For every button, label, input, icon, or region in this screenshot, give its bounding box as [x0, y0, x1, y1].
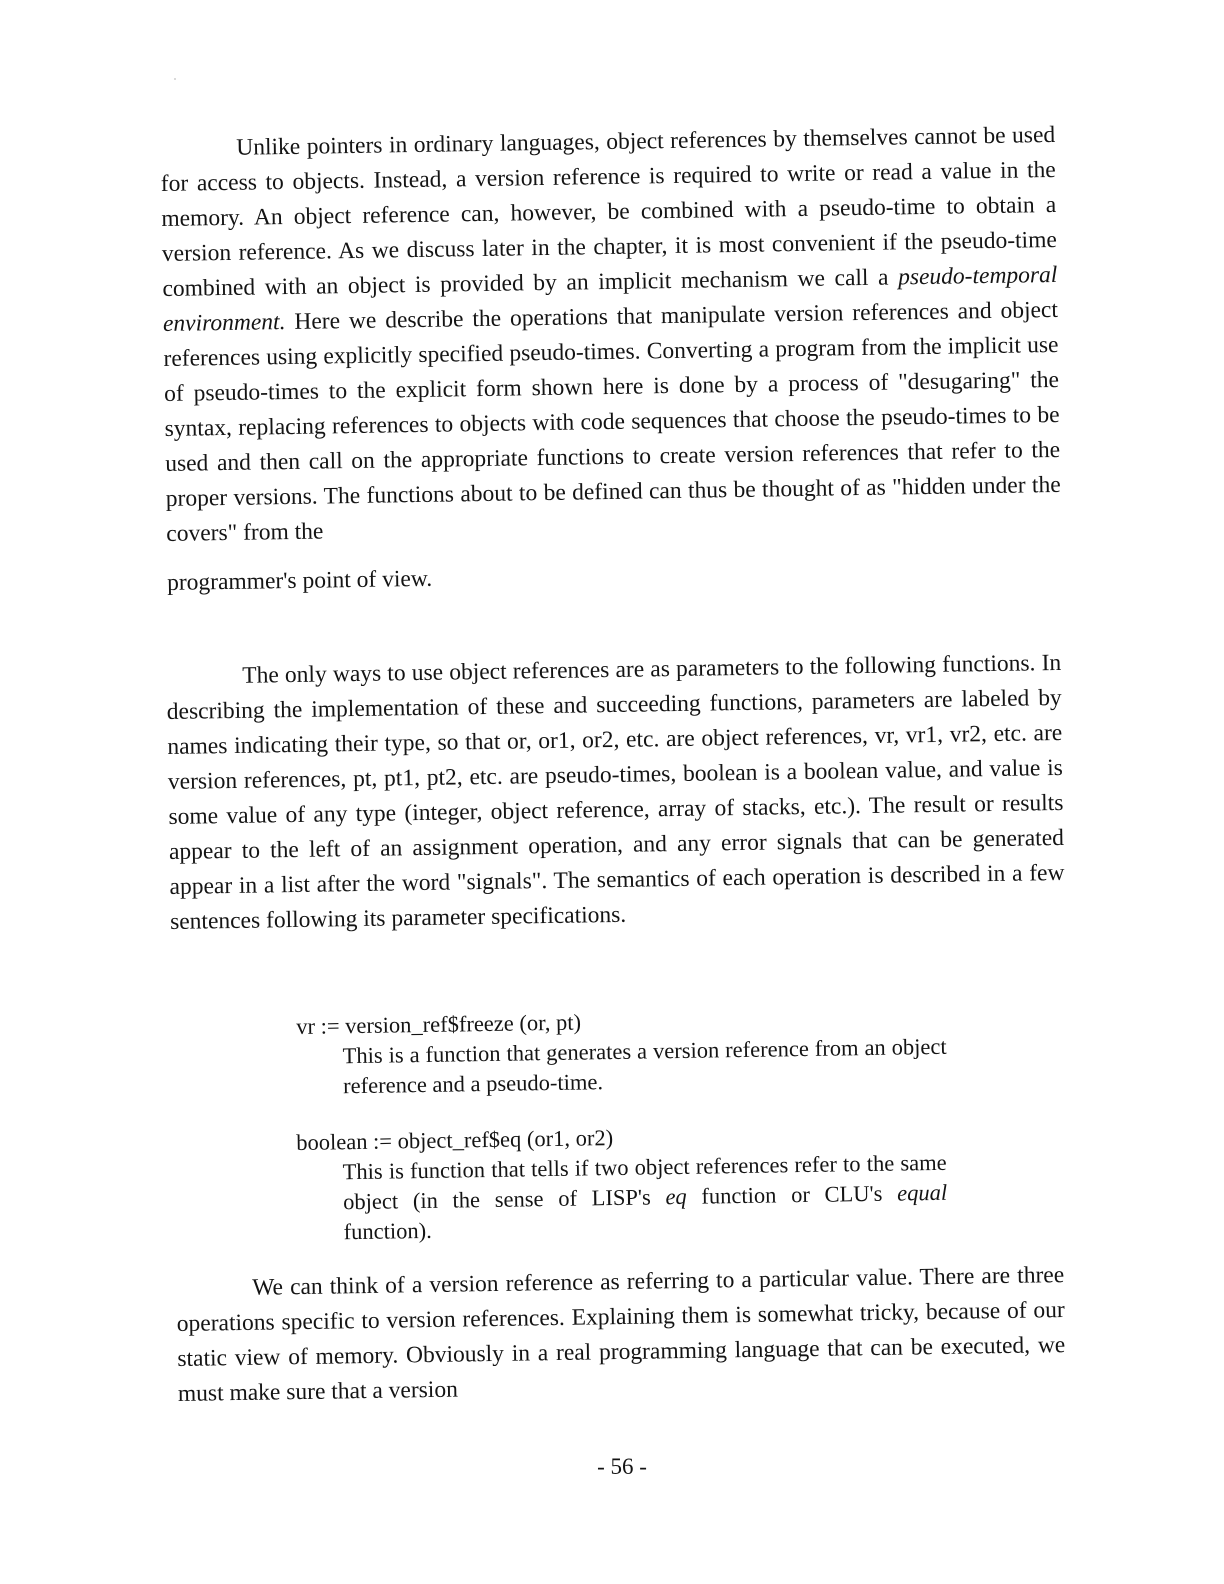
paragraph-1-rest: Here we describe the operations that manipulate version references and object references using explicitly specified pseudo-times. Converting a program from the implicit use of pseudo-times to the explicit form shown here is done by a process of "desugaring" the syntax, replacing references to objects with code sequences that choose the pseudo-times to be used and then call on the appropriate functions to create version references that refer to the proper versions. The functions about to be defined can thus be thought of as "hidden under the covers" from the [163, 296, 1061, 547]
definition-eq [296, 1118, 948, 1248]
paragraph-1-tail: programmer's point of view. [166, 565, 433, 596]
paragraph-1-lead: Unlike pointers in ordinary languages, object references by themselves cannot be used for access to objects. Instead, a version reference is required to write or read a value in the memory. An object reference can, however, be combined with a pseudo-time to obtain a version reference. As we discuss later in the chapter, it is most convenient if the pseudo-time combined with an object is provided by an implicit mechanism we call a [160, 121, 1058, 302]
paragraph-1-italic-term: pseudo-temporal environment. [162, 261, 1058, 337]
definition-signature: vr := version_ref$freeze (or, pt) [296, 1009, 582, 1039]
paragraph-3-text: We can think of a version reference as referring to a particular value. There are three operations specific to version references. Explaining them is somewhat tricky, because of our static view of memory. Obviously in a real programming language that can be executed, we must make sure that a version [176, 1262, 1066, 1407]
page-footer [0, 1452, 1224, 1482]
scan-speck [174, 78, 176, 80]
definition-description: This is a function that generates a version reference from an object reference and a pseudo-time. [342, 1033, 947, 1099]
page-number: - 56 - [597, 1454, 647, 1479]
definition-description [342, 1148, 947, 1247]
paragraph-3 [176, 1258, 1066, 1412]
definition-description-part: function). [343, 1217, 432, 1245]
paragraph-1-text [160, 118, 1061, 552]
definition-signature: boolean := object_ref$eq (or1, or2) [296, 1125, 614, 1155]
definition-description-part: This is function that tells if two object references refer to the same object (in the sense of LISP's [342, 1149, 947, 1215]
definition-italic-eq: eq [665, 1183, 687, 1210]
definition-freeze [296, 1002, 947, 1102]
paragraph-1 [160, 118, 1062, 601]
definition-description-part: function or CLU's [686, 1180, 898, 1209]
definition-italic-equal: equal [896, 1179, 948, 1206]
paragraph-2 [166, 646, 1065, 940]
paragraph-2-text: The only ways to use object references are as parameters to the following functions. In describing the implementation of these and succeeding functions, parameters are labeled by names indicating their type, so that or, or1, or2, etc. are object references, vr, vr1, vr2, etc. are version references, pt, pt1, pt2, etc. are pseudo-times, boolean is a boolean value, and value is some value of any type (integer, object reference, array of stacks, etc.). The result or results appear to the left of an assignment operation, and any error signals that can be generated appear in a list after the word "signals". The semantics of each operation is described in a few sentences following its parameter specifications. [166, 649, 1065, 935]
